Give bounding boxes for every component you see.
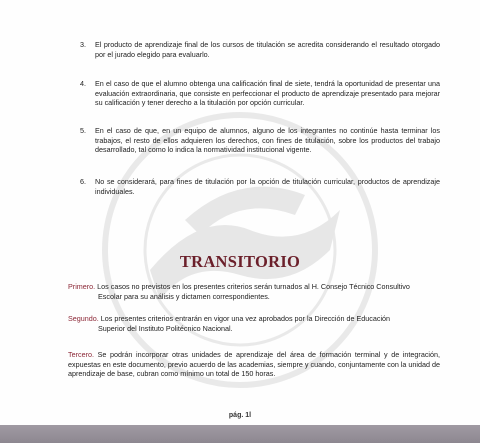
transitory-third — [68, 350, 440, 379]
transitory-text-continued: Escolar para su análisis y dictamen correspondientes. — [98, 291, 270, 301]
criterion-text: En el caso de que el alumno obtenga una calificación final de siete, tendrá la oportunidad de presentar una evaluación extraordinaria, que consiste en perfeccionar el producto de aprendizaje presentado para mejorar su calificación y tener derecho a la titulación por opción curricular. — [95, 79, 440, 108]
transitory-first — [68, 282, 440, 301]
section-heading: TRANSITORIO — [179, 252, 301, 271]
transitory-text-continued: Superior del Instituto Politécnico Nacional. — [98, 323, 233, 333]
criterion-text: En el caso de que, en un equipo de alumnos, alguno de los integrantes no continúe hasta terminar los trabajos, el resto de ellos adquieren los derechos, con fines de titulación, sobre los productos del trabajo desarrollado, tal como lo indica la normatividad institucional vigente. — [95, 126, 440, 155]
criterion-text: El producto de aprendizaje final de los cursos de titulación se acredita considerando el resultado otorgado por el jurado elegido para evaluarlo. — [95, 40, 440, 59]
criterion-text: No se considerará, para fines de titulación por la opción de titulación curricular, productos de aprendizaje individuales. — [95, 177, 440, 196]
criterion-number: 5. — [80, 126, 86, 135]
transitory-label: Segundo. — [68, 314, 99, 323]
transitory-text: Los presentes criterios entrarán en vigor una vez aprobados por la Dirección de Educación — [100, 314, 391, 323]
criterion-number: 6. — [80, 177, 86, 186]
transitory-label: Primero. — [68, 282, 96, 291]
transitory-second — [68, 314, 440, 333]
transitory-label: Tercero. — [68, 350, 94, 359]
transitory-text: Se podrán incorporar otras unidades de aprendizaje del área de formación terminal y de integración, expuestas en este documento, previo acuerdo de las academias, siempre y cuando, conjuntamente con la unidad de aprendizaje de base, cubran como mínimo un total de 150 horas. — [68, 350, 440, 379]
criterion-number: 4. — [80, 79, 86, 88]
transitory-text: Los casos no previstos en los presentes criterios serán turnados al H. Consejo Técnico Consultivo — [97, 282, 410, 291]
page-number: pág. 1l — [228, 412, 252, 419]
criterion-number: 3. — [80, 40, 86, 49]
footer-bar — [0, 425, 480, 443]
